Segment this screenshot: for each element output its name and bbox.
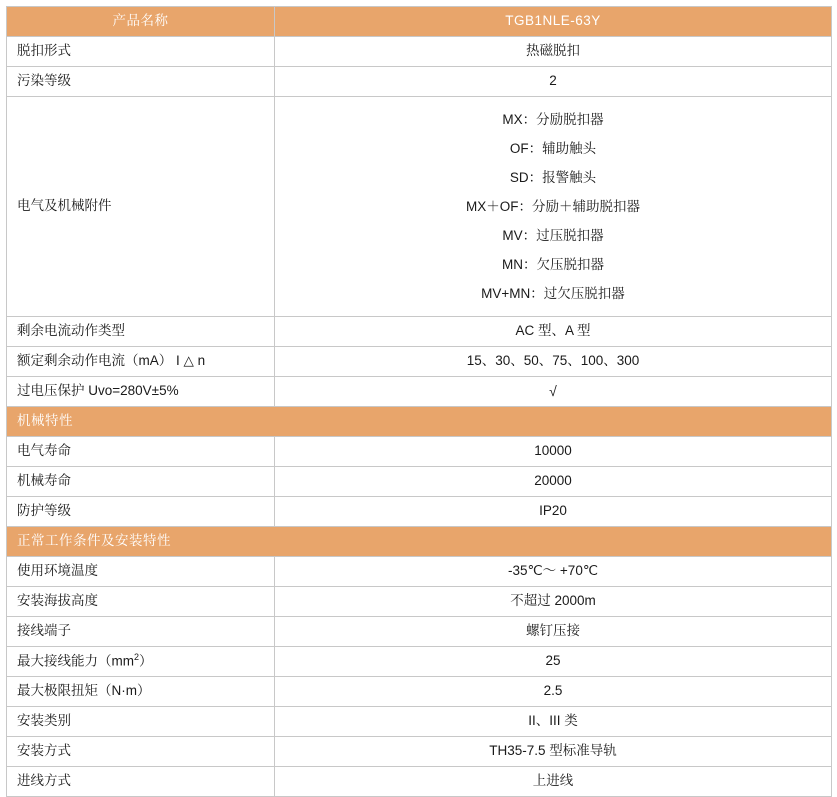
section-header-row [7,407,832,437]
section-header-row [7,527,832,557]
table-row [7,617,832,647]
row-value: 2.5 [275,677,832,707]
accessory-line: SD：报警触头 [509,170,597,186]
row-label-suffix: ） [139,653,153,669]
row-label: 安装方式 [7,737,275,767]
accessory-line: MX＋OF：分励＋辅助脱扣器 [466,199,640,215]
row-value: 上进线 [275,767,832,797]
row-value: -35℃～ +70℃ [275,557,832,587]
row-value: 25 [275,647,832,677]
row-label: 电气寿命 [7,437,275,467]
row-value: 热磁脱扣 [275,37,832,67]
row-label: 安装类别 [7,707,275,737]
table-row [7,587,832,617]
table-row [7,467,832,497]
row-label: 电气及机械附件 [7,97,275,317]
row-label: 安装海拔高度 [7,587,275,617]
table-row [7,317,832,347]
row-label-prefix: 最大接线能力（mm [17,653,134,669]
table-row [7,377,832,407]
table-header-row [7,7,832,37]
row-value: IP20 [275,497,832,527]
accessory-line: MV+MN：过欠压脱扣器 [481,286,625,302]
table-row [7,67,832,97]
row-label: 额定剩余动作电流（mA） I △ n [7,347,275,377]
row-label: 机械寿命 [7,467,275,497]
table-row [7,647,832,677]
row-label: 污染等级 [7,67,275,97]
row-value: 2 [275,67,832,97]
table-row-accessories [7,97,832,317]
accessory-line: MV：过压脱扣器 [502,228,604,244]
row-value: AC 型、A 型 [275,317,832,347]
row-label: 防护等级 [7,497,275,527]
row-label [7,647,275,677]
table-row [7,707,832,737]
section-title: 正常工作条件及安装特性 [7,527,832,557]
table-row [7,737,832,767]
table-row [7,557,832,587]
row-value: TH35-7.5 型标准导轨 [275,737,832,767]
accessory-line: OF：辅助触头 [509,141,597,157]
row-label: 最大极限扭矩（N·m） [7,677,275,707]
header-label-cell: 产品名称 [7,7,275,37]
row-label: 接线端子 [7,617,275,647]
table-row [7,437,832,467]
row-value: 10000 [275,437,832,467]
row-value: 20000 [275,467,832,497]
accessory-line: MN：欠压脱扣器 [502,257,604,273]
row-label: 进线方式 [7,767,275,797]
row-value: 15、30、50、75、100、300 [275,347,832,377]
product-spec-table [6,6,832,797]
row-label: 过电压保护 Uvo=280V±5% [7,377,275,407]
table-row [7,677,832,707]
table-row [7,497,832,527]
row-value-accessory-list [275,97,832,317]
table-row [7,767,832,797]
section-title: 机械特性 [7,407,832,437]
row-value: 不超过 2000m [275,587,832,617]
row-value: II、III 类 [275,707,832,737]
row-label: 剩余电流动作类型 [7,317,275,347]
row-value: 螺钉压接 [275,617,832,647]
row-value: √ [275,377,832,407]
accessory-line: MX：分励脱扣器 [502,112,604,127]
row-label-superscript: 2 [134,652,140,663]
table-row [7,347,832,377]
row-label: 脱扣形式 [7,37,275,67]
table-row [7,37,832,67]
row-label: 使用环境温度 [7,557,275,587]
header-value-cell: TGB1NLE-63Y [275,7,832,37]
